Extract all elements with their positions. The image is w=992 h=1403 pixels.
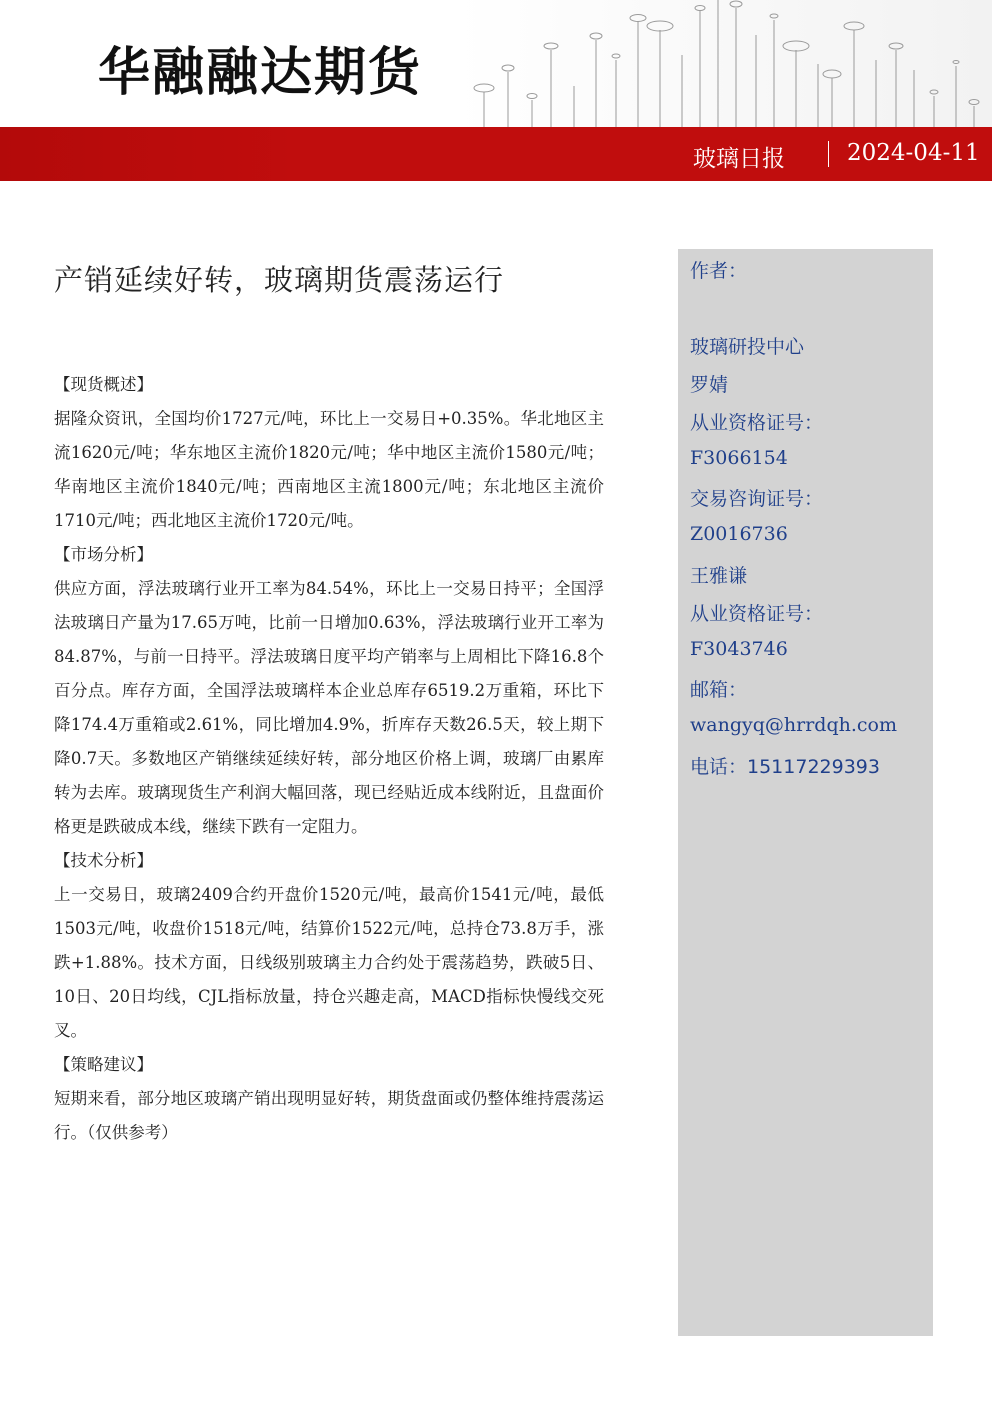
section-body-strategy: 短期来看，部分地区玻璃产销出现明显好转，期货盘面或仍整体维持震荡运行。（仅供参考） <box>54 1089 604 1142</box>
header-divider <box>828 141 829 167</box>
phone-number: 电话：15117229393 <box>690 756 880 778</box>
author1-consult-number: Z0016736 <box>690 523 788 545</box>
section-body-technical: 上一交易日，玻璃2409合约开盘价1520元/吨，最高价1541元/吨，最低1503元/吨，收盘价1518元/吨，结算价1522元/吨，总持仓73.8万手，涨跌+1.88%。技术方面，日线级别玻璃主力合约处于震荡趋势，跌破5日、10日、20日均线，CJL指标放量，持仓兴趣走高，MACD指标快慢线交死叉。 <box>54 885 604 1040</box>
article-body <box>54 368 604 1150</box>
author1-qualification-label: 从业资格证号： <box>690 412 824 434</box>
email-address[interactable]: wangyq@hrrdqh.com <box>690 714 897 736</box>
author1-name: 罗婧 <box>690 374 729 396</box>
section-body-market: 供应方面，浮法玻璃行业开工率为84.54%，环比上一交易日持平；全国浮法玻璃日产量为17.65万吨，比前一日增加0.63%，浮法玻璃行业开工率为84.87%，与前一日持平。浮法玻璃日度平均产销率与上周相比下降16.8个百分点。库存方面，全国浮法玻璃样本企业总库存6519.2万重箱，环比下降174.4万重箱或2.61%，同比增加4.9%，折库存天数26.5天，较上期下降0.7天。多数地区产销继续延续好转，部分地区价格上调，玻璃厂由累库转为去库。玻璃现货生产利润大幅回落，现已经贴近成本线附近，且盘面价格更是跌破成本线，继续下跌有一定阻力。 <box>54 579 604 836</box>
brand-logo: 华融融达期货 <box>98 43 423 103</box>
section-heading-strategy: 【策略建议】 <box>54 1055 153 1074</box>
research-center: 玻璃研投中心 <box>690 336 805 358</box>
decorative-lines-graphic <box>456 0 992 128</box>
article-headline: 产销延续好转，玻璃期货震荡运行 <box>54 263 505 297</box>
section-heading-spot: 【现货概述】 <box>54 375 153 394</box>
report-date: 2024-04-11 <box>847 140 980 166</box>
section-body-spot: 据隆众资讯，全国均价1727元/吨，环比上一交易日+0.35%。华北地区主流1620元/吨；华东地区主流价1820元/吨；华中地区主流价1580元/吨；华南地区主流价1840元/吨；西南地区主流1800元/吨；东北地区主流价1710元/吨；西北地区主流价1720元/吨。 <box>54 409 604 530</box>
author1-consult-label: 交易咨询证号： <box>690 488 824 510</box>
author-label: 作者： <box>690 260 748 282</box>
report-title: 玻璃日报 <box>693 146 785 172</box>
author2-qualification-label: 从业资格证号： <box>690 603 824 625</box>
header-red-bar <box>0 127 992 181</box>
author2-name: 王雅谦 <box>690 565 748 587</box>
section-heading-market: 【市场分析】 <box>54 545 153 564</box>
author2-qualification-number: F3043746 <box>690 638 788 660</box>
email-label: 邮箱： <box>690 679 748 701</box>
author1-qualification-number: F3066154 <box>690 447 788 469</box>
section-heading-technical: 【技术分析】 <box>54 851 153 870</box>
